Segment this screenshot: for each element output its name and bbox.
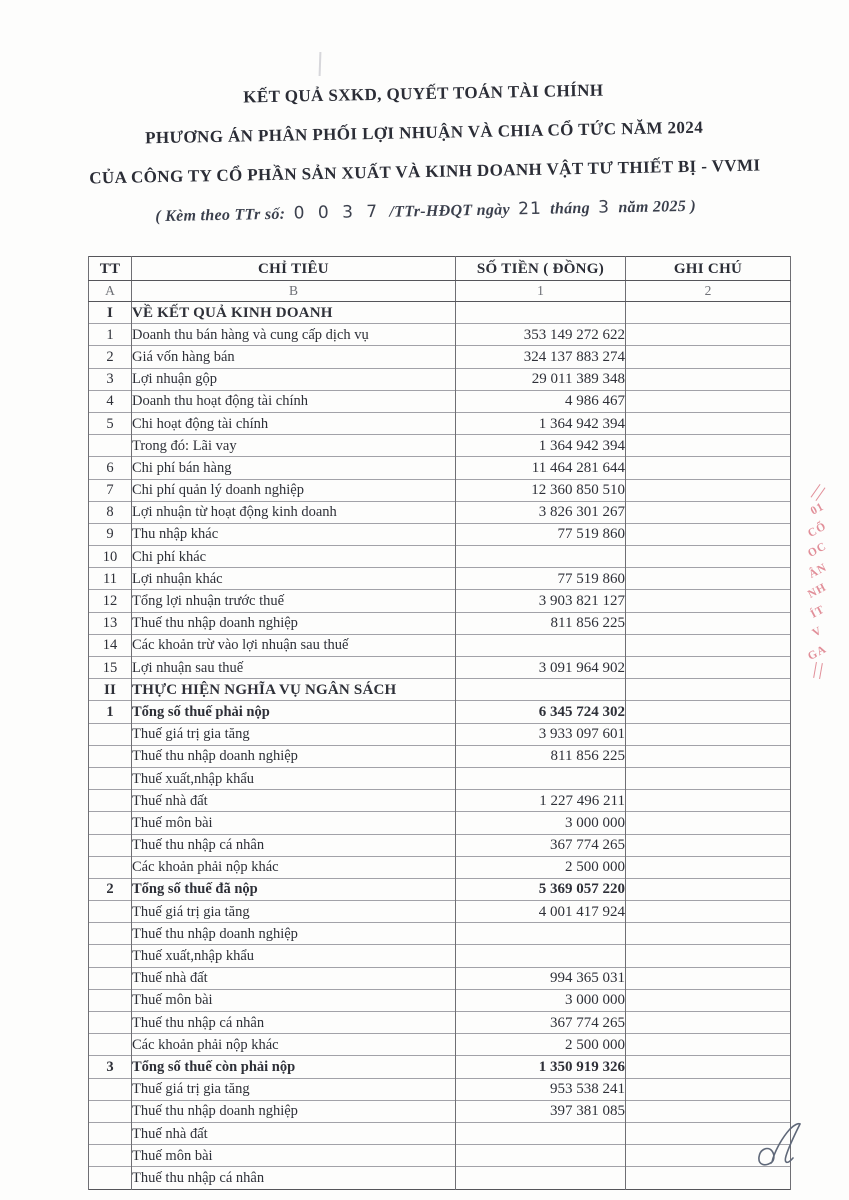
table-row [89, 834, 791, 856]
cell-tt: 6 [89, 457, 132, 479]
subcolumn-b: B [132, 281, 456, 302]
cell-label: Thuế nhà đất [132, 790, 456, 812]
cell-note [626, 479, 791, 501]
cell-amount: 3 000 000 [456, 812, 626, 834]
cell-label: Lợi nhuận gộp [132, 368, 456, 390]
cell-amount [456, 1122, 626, 1144]
cell-label: Doanh thu bán hàng và cung cấp dịch vụ [132, 324, 456, 346]
cell-tt: 3 [89, 368, 132, 390]
financial-table-wrapper [88, 256, 791, 1190]
cell-tt: 5 [89, 412, 132, 434]
cell-note [626, 856, 791, 878]
cell-tt [89, 745, 132, 767]
cell-tt [89, 923, 132, 945]
cell-tt [89, 945, 132, 967]
cell-label: Các khoản phải nộp khác [132, 856, 456, 878]
cell-label: Thuế thu nhập cá nhân [132, 1167, 456, 1189]
table-row [89, 457, 791, 479]
cell-note [626, 657, 791, 679]
cell-label: Thuế thu nhập doanh nghiệp [132, 612, 456, 634]
table-row [89, 590, 791, 612]
cell-label: Thuế môn bài [132, 1145, 456, 1167]
cell-amount: 1 364 942 394 [456, 412, 626, 434]
cell-note [626, 878, 791, 900]
table-row [89, 745, 791, 767]
cell-tt: 14 [89, 634, 132, 656]
seal-character: V [810, 624, 825, 640]
cell-amount: 811 856 225 [456, 745, 626, 767]
cell-amount: 3 903 821 127 [456, 590, 626, 612]
cell-amount [456, 945, 626, 967]
cell-tt [89, 901, 132, 923]
cell-amount: 77 519 860 [456, 523, 626, 545]
cell-tt: 1 [89, 324, 132, 346]
cell-amount: 77 519 860 [456, 568, 626, 590]
cell-note [626, 634, 791, 656]
cell-label: Thuế thu nhập cá nhân [132, 834, 456, 856]
cell-tt [89, 1122, 132, 1144]
cell-label: Thuế thu nhập doanh nghiệp [132, 745, 456, 767]
table-row [89, 1056, 791, 1078]
cell-tt: 9 [89, 523, 132, 545]
cell-note [626, 901, 791, 923]
cell-label: THỰC HIỆN NGHĨA VỤ NGÂN SÁCH [132, 679, 456, 701]
cell-note [626, 923, 791, 945]
cell-amount: 367 774 265 [456, 1012, 626, 1034]
signature-initials [748, 1122, 818, 1184]
cell-label: Chi phí bán hàng [132, 457, 456, 479]
scan-artifact [319, 52, 322, 76]
cell-amount [456, 679, 626, 701]
table-row [89, 1034, 791, 1056]
seal-rim-bottom [813, 662, 823, 679]
cell-label: Thuế môn bài [132, 812, 456, 834]
table-row [89, 523, 791, 545]
table-row [89, 1122, 791, 1144]
table-row [89, 856, 791, 878]
cell-note [626, 812, 791, 834]
cell-tt [89, 435, 132, 457]
reference-day-handwritten: 21 [518, 198, 543, 220]
seal-character: GA [806, 642, 830, 663]
cell-label: VỀ KẾT QUẢ KINH DOANH [132, 302, 456, 324]
cell-label: Giá vốn hàng bán [132, 346, 456, 368]
seal-character: ÍT [808, 603, 827, 621]
subcolumn-a: A [89, 281, 132, 302]
cell-amount: 3 826 301 267 [456, 501, 626, 523]
cell-note [626, 523, 791, 545]
cell-label: Các khoản trừ vào lợi nhuận sau thuế [132, 634, 456, 656]
red-seal-fragment [801, 489, 835, 674]
table-row [89, 701, 791, 723]
table-row [89, 767, 791, 789]
cell-note [626, 834, 791, 856]
cell-amount [456, 302, 626, 324]
cell-note [626, 1056, 791, 1078]
table-row [89, 479, 791, 501]
cell-note [626, 1034, 791, 1056]
cell-tt [89, 1078, 132, 1100]
cell-amount: 353 149 272 622 [456, 324, 626, 346]
cell-label: Chi phí khác [132, 546, 456, 568]
cell-tt: 13 [89, 612, 132, 634]
cell-label: Tổng lợi nhuận trước thuế [132, 590, 456, 612]
table-row [89, 412, 791, 434]
table-row [89, 945, 791, 967]
cell-note [626, 435, 791, 457]
table-row [89, 1167, 791, 1189]
table-row [89, 390, 791, 412]
cell-amount: 367 774 265 [456, 834, 626, 856]
cell-amount [456, 546, 626, 568]
cell-amount [456, 923, 626, 945]
cell-amount: 2 500 000 [456, 856, 626, 878]
table-row [89, 546, 791, 568]
cell-amount: 1 364 942 394 [456, 435, 626, 457]
subcolumn-2: 2 [626, 281, 791, 302]
table-row [89, 634, 791, 656]
seal-character: 01 [808, 501, 827, 518]
table-header-row [89, 257, 791, 281]
cell-tt [89, 1034, 132, 1056]
cell-note [626, 767, 791, 789]
cell-amount: 6 345 724 302 [456, 701, 626, 723]
cell-amount: 324 137 883 274 [456, 346, 626, 368]
cell-amount: 3 933 097 601 [456, 723, 626, 745]
seal-character: OC [806, 540, 830, 561]
cell-label: Thuế thu nhập cá nhân [132, 1012, 456, 1034]
table-subheader-row [89, 281, 791, 302]
reference-number-handwritten: 0 0 3 7 [293, 201, 382, 224]
cell-amount: 953 538 241 [456, 1078, 626, 1100]
financial-table [88, 256, 791, 1190]
cell-tt [89, 1167, 132, 1189]
table-row [89, 1100, 791, 1122]
cell-label: Thu nhập khác [132, 523, 456, 545]
cell-tt: 11 [89, 568, 132, 590]
cell-amount: 11 464 281 644 [456, 457, 626, 479]
cell-label: Tổng số thuế còn phải nộp [132, 1056, 456, 1078]
cell-note [626, 1012, 791, 1034]
reference-month-handwritten: 3 [598, 197, 611, 218]
seal-character: CỔ [806, 520, 830, 540]
cell-tt [89, 1145, 132, 1167]
cell-tt [89, 790, 132, 812]
reference-prefix: ( Kèm theo TTr số: [155, 205, 286, 226]
table-row [89, 967, 791, 989]
cell-note [626, 679, 791, 701]
cell-label: Doanh thu hoạt động tài chính [132, 390, 456, 412]
table-row [89, 1012, 791, 1034]
cell-tt [89, 989, 132, 1011]
cell-amount: 3 091 964 902 [456, 657, 626, 679]
cell-label: Thuế giá trị gia tăng [132, 901, 456, 923]
table-row [89, 324, 791, 346]
cell-note [626, 723, 791, 745]
table-row [89, 368, 791, 390]
cell-note [626, 368, 791, 390]
reference-suffix: năm 2025 ) [618, 197, 697, 217]
table-row [89, 1078, 791, 1100]
cell-tt [89, 1100, 132, 1122]
cell-amount: 4 986 467 [456, 390, 626, 412]
cell-label: Lợi nhuận khác [132, 568, 456, 590]
table-row [89, 612, 791, 634]
table-row [89, 790, 791, 812]
cell-note [626, 390, 791, 412]
cell-amount: 5 369 057 220 [456, 878, 626, 900]
cell-note [626, 989, 791, 1011]
cell-amount: 12 360 850 510 [456, 479, 626, 501]
cell-label: Thuế giá trị gia tăng [132, 1078, 456, 1100]
table-row [89, 657, 791, 679]
cell-label: Chi phí quản lý doanh nghiệp [132, 479, 456, 501]
cell-note [626, 457, 791, 479]
cell-tt [89, 834, 132, 856]
cell-amount: 1 350 919 326 [456, 1056, 626, 1078]
cell-label: Thuế thu nhập doanh nghiệp [132, 923, 456, 945]
cell-tt: 4 [89, 390, 132, 412]
cell-tt: 7 [89, 479, 132, 501]
cell-amount [456, 1167, 626, 1189]
cell-label: Trong đó: Lãi vay [132, 435, 456, 457]
table-row [89, 812, 791, 834]
cell-label: Thuế môn bài [132, 989, 456, 1011]
cell-note [626, 412, 791, 434]
cell-tt [89, 767, 132, 789]
cell-amount: 29 011 389 348 [456, 368, 626, 390]
cell-label: Thuế nhà đất [132, 1122, 456, 1144]
cell-tt: 12 [89, 590, 132, 612]
cell-note [626, 324, 791, 346]
cell-label: Thuế xuất,nhập khẩu [132, 945, 456, 967]
table-row [89, 901, 791, 923]
cell-tt: 8 [89, 501, 132, 523]
cell-note [626, 302, 791, 324]
cell-label: Thuế giá trị gia tăng [132, 723, 456, 745]
cell-amount: 4 001 417 924 [456, 901, 626, 923]
reference-mid1: /TTr-HĐQT ngày [389, 201, 511, 221]
cell-note [626, 1100, 791, 1122]
column-header-ghi-chu: GHI CHÚ [626, 257, 791, 281]
cell-note [626, 701, 791, 723]
cell-note [626, 590, 791, 612]
cell-tt [89, 723, 132, 745]
reference-line [1, 193, 849, 229]
cell-tt: I [89, 302, 132, 324]
table-row [89, 923, 791, 945]
cell-tt: 10 [89, 546, 132, 568]
cell-tt: II [89, 679, 132, 701]
title-line-1: KẾT QUẢ SXKD, QUYẾT TOÁN TÀI CHÍNH [243, 80, 604, 107]
table-row [89, 723, 791, 745]
cell-tt [89, 967, 132, 989]
cell-amount [456, 1145, 626, 1167]
cell-tt [89, 812, 132, 834]
cell-tt: 2 [89, 878, 132, 900]
table-row [89, 302, 791, 324]
table-body [89, 302, 791, 1190]
column-header-chi-tieu: CHỈ TIÊU [132, 257, 456, 281]
cell-note [626, 501, 791, 523]
cell-amount: 397 381 085 [456, 1100, 626, 1122]
cell-note [626, 1078, 791, 1100]
title-line-3: CỦA CÔNG TY CỔ PHẦN SẢN XUẤT VÀ KINH DOANH VẬT TƯ THIẾT BỊ - VVMI [89, 155, 761, 188]
cell-tt [89, 856, 132, 878]
cell-note [626, 546, 791, 568]
cell-label: Các khoản phải nộp khác [132, 1034, 456, 1056]
reference-mid2: tháng [550, 199, 591, 218]
cell-label: Tổng số thuế phải nộp [132, 701, 456, 723]
cell-label: Thuế thu nhập doanh nghiệp [132, 1100, 456, 1122]
seal-character: NH [806, 581, 830, 602]
column-header-tt: TT [89, 257, 132, 281]
cell-note [626, 745, 791, 767]
column-header-so-tien: SỐ TIỀN ( ĐỒNG) [456, 257, 626, 281]
cell-amount [456, 634, 626, 656]
cell-amount: 1 227 496 211 [456, 790, 626, 812]
cell-note [626, 945, 791, 967]
table-row [89, 346, 791, 368]
seal-character: ÂN [806, 561, 829, 581]
cell-label: Thuế nhà đất [132, 967, 456, 989]
cell-note [626, 612, 791, 634]
table-row [89, 1145, 791, 1167]
cell-label: Tổng số thuế đã nộp [132, 878, 456, 900]
cell-amount: 2 500 000 [456, 1034, 626, 1056]
cell-amount: 811 856 225 [456, 612, 626, 634]
cell-note [626, 790, 791, 812]
cell-tt: 2 [89, 346, 132, 368]
seal-rim-top [811, 484, 826, 501]
table-row [89, 501, 791, 523]
cell-note [626, 346, 791, 368]
cell-tt [89, 1012, 132, 1034]
cell-label: Thuế xuất,nhập khẩu [132, 767, 456, 789]
cell-label: Lợi nhuận sau thuế [132, 657, 456, 679]
cell-tt: 3 [89, 1056, 132, 1078]
cell-amount: 994 365 031 [456, 967, 626, 989]
cell-label: Lợi nhuận từ hoạt động kinh doanh [132, 501, 456, 523]
title-line-2: PHƯƠNG ÁN PHÂN PHỐI LỢI NHUẬN VÀ CHIA CỔ TỨC NĂM 2024 [144, 117, 704, 148]
table-row [89, 989, 791, 1011]
table-row [89, 568, 791, 590]
cell-note [626, 568, 791, 590]
cell-tt: 15 [89, 657, 132, 679]
cell-note [626, 967, 791, 989]
cell-label: Chi hoạt động tài chính [132, 412, 456, 434]
table-row [89, 435, 791, 457]
subcolumn-1: 1 [456, 281, 626, 302]
table-row [89, 679, 791, 701]
cell-tt: 1 [89, 701, 132, 723]
cell-amount: 3 000 000 [456, 989, 626, 1011]
table-row [89, 878, 791, 900]
cell-amount [456, 767, 626, 789]
document-header [0, 76, 849, 229]
